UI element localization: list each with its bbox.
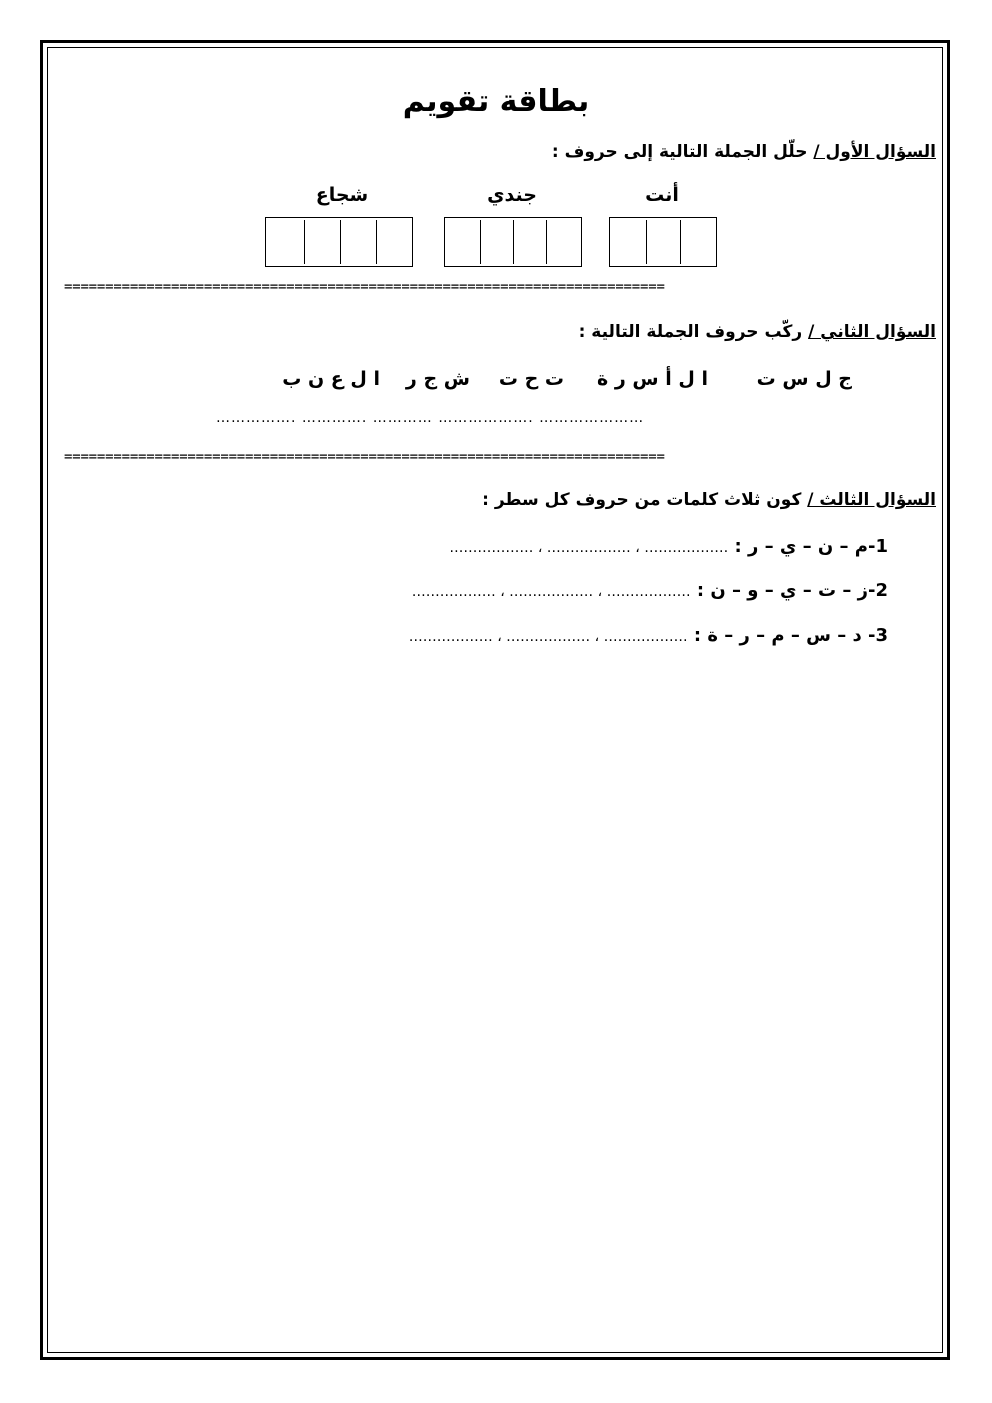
q1-answer-boxes-3[interactable]	[265, 217, 413, 267]
question-3-heading	[482, 490, 936, 510]
q3-row-3	[409, 625, 888, 646]
letter-box[interactable]	[646, 220, 680, 264]
question-1-text: حلّل الجملة التالية إلى حروف :	[551, 142, 814, 162]
q1-word-2: جندي	[487, 184, 537, 206]
q2-letters-1: ج ل س ت	[756, 368, 852, 390]
q1-answer-boxes-2[interactable]	[444, 217, 582, 267]
letter-box[interactable]	[376, 220, 410, 264]
page-title: بطاقة تقويم	[402, 84, 590, 119]
q1-word-3: شجاع	[315, 184, 369, 206]
q2-letters-2: ا ل أ س ر ة	[597, 368, 708, 390]
question-3-label: السؤال الثالث /	[807, 490, 936, 510]
q3-row-2	[412, 580, 888, 601]
letter-box[interactable]	[268, 220, 304, 264]
separator-2: =========================================================================	[64, 449, 665, 465]
letter-box[interactable]	[340, 220, 376, 264]
q3-row-2-blanks[interactable]: ……………… ، ……………… ، ………………	[411, 584, 691, 600]
q2-letters-5: ا ل ع ن ب	[282, 368, 380, 390]
q3-row-1-blanks[interactable]: ……………… ، ……………… ، ………………	[449, 540, 729, 556]
q2-letters-4: ش ج ر	[405, 368, 470, 390]
letter-box[interactable]	[447, 220, 480, 264]
question-3-text: كون ثلاث كلمات من حروف كل سطر :	[482, 490, 808, 510]
q2-answer-line[interactable]: ……………. …………. ………… ………………. …………………	[216, 410, 645, 426]
q3-row-1	[449, 536, 888, 557]
letter-box[interactable]	[680, 220, 714, 264]
question-1-heading	[552, 142, 936, 162]
letter-box[interactable]	[304, 220, 340, 264]
separator-1: =========================================================================	[64, 279, 665, 295]
q1-answer-boxes-1[interactable]	[609, 217, 717, 267]
q3-row-3-blanks[interactable]: ……………… ، ……………… ، ………………	[408, 629, 688, 645]
question-2-text: ركّب حروف الجملة التالية :	[578, 322, 809, 342]
q1-word-1: أنت	[645, 184, 679, 206]
question-1-label: السؤال الأول /	[813, 142, 936, 162]
q3-row-1-letters: 1-م – ن – ي – ر :	[734, 536, 888, 557]
q3-row-3-letters: 3- د – س – م – ر – ة :	[693, 625, 888, 646]
q3-row-2-letters: 2-ز – ت – ي – و – ن :	[696, 580, 888, 601]
letter-box[interactable]	[480, 220, 513, 264]
q2-letters-3: ت ح ت	[498, 368, 564, 390]
letter-box[interactable]	[513, 220, 546, 264]
letter-box[interactable]	[612, 220, 646, 264]
letter-box[interactable]	[546, 220, 579, 264]
question-2-heading	[579, 322, 936, 342]
question-2-label: السؤال الثاني /	[808, 322, 936, 342]
